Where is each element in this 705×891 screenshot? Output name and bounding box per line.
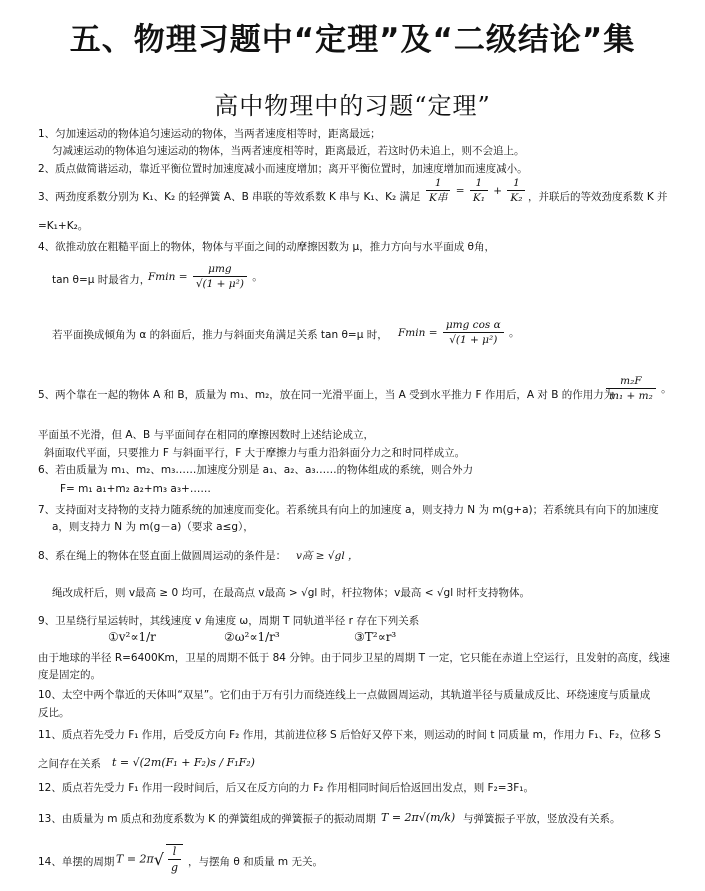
item-9-line-2: 由于地球的半径 R=6400Km，卫星的周期不低于 84 分钟。由于同步卫星的周期 T 一定，它只能在赤道上空运行，且发射的高度，线速	[38, 652, 670, 664]
fraction-numerator: μmg	[193, 262, 247, 277]
fraction-numerator: μmg cos α	[443, 318, 504, 333]
item-2: 2、质点做简谐运动，靠近平衡位置时加速度减小而速度增加；离开平衡位置时，加速度增加而速度减小。	[38, 163, 528, 175]
item-12: 12、质点若先受力 F₁ 作用一段时间后，后又在反方向的力 F₂ 作用相同时间后恰返回出发点，则 F₂=3F₁。	[38, 782, 535, 794]
item-4-line-1: 4、欲推动放在粗糙平面上的物体，物体与平面之间的动摩擦因数为 μ，推力方向与水平面成 θ角，	[38, 241, 495, 253]
item-9-line-1: 9、卫星绕行星运转时，其线速度 v 角速度 ω，周期 T 同轨道半径 r 存在下列关系	[38, 615, 420, 627]
item-11-formula: t = √(2m(F₁ + F₂)s / F₁F₂)	[112, 756, 255, 769]
fraction-denominator: √(1 + μ²)	[195, 278, 244, 290]
item-4-formula-2	[398, 318, 520, 348]
item-8-formula: v高 ≥ √gl ，	[296, 550, 359, 562]
item-11-line-1: 11、质点若先受力 F₁ 作用，后受反方向 F₂ 作用，其前进位移 S 后恰好又停下来，则运动的时间 t 同质量 m，作用力 F₁、F₂，位移 S	[38, 729, 661, 741]
item-6-line-1: 6、若由质量为 m₁、m₂、m₃……加速度分别是 a₁、a₂、a₃……的物体组成的系统，则合外力	[38, 464, 474, 476]
item-13-line-1-tail: 与弹簧振子平放，竖放没有关系。	[463, 813, 621, 825]
item-4-line-2: tan θ=μ 时最省力，	[52, 274, 151, 286]
fraction-numerator: l	[168, 845, 181, 860]
equals-sign: =	[455, 185, 465, 197]
fraction-denominator: g	[170, 861, 179, 874]
item-3-formula	[424, 176, 527, 206]
fraction-denominator: m₁ + m₂	[609, 390, 653, 402]
punctuation: 。	[661, 383, 672, 395]
item-9-relation-2: ②ω²∝1/r³	[224, 630, 280, 644]
section-title: 高中物理中的习题“定理”	[214, 92, 491, 120]
fraction-numerator: 1	[507, 176, 525, 191]
item-9-relation-1: ①v²∝1/r	[108, 630, 156, 644]
item-10-line-2: 反比。	[38, 707, 70, 719]
punctuation: 。	[252, 271, 263, 283]
fraction-numerator: m₂F	[606, 374, 656, 389]
plus-sign: +	[493, 185, 503, 197]
item-5-line-3: 斜面取代平面，只要推力 F 与斜面平行，F 大于摩擦力与重力沿斜面分力之和时同样成立。	[44, 447, 466, 459]
item-13-formula: T = 2π√(m/k)	[381, 811, 456, 824]
fraction-denominator: √(1 + μ²)	[449, 334, 498, 346]
fraction-numerator: 1	[426, 176, 450, 191]
item-5-line-2: 平面虽不光滑，但 A、B 与平面间存在相同的摩擦因数时上述结论成立，	[38, 429, 375, 441]
item-7-line-2: a，则支持力 N 为 m(g－a)（要求 a≤g），	[52, 521, 254, 533]
fraction-numerator: 1	[470, 176, 488, 191]
item-1-line-2: 匀减速运动的物体追匀速运动的物体，当两者速度相等时，距离最近，若这时仍未追上，则不会追上。	[52, 145, 525, 157]
formula-lhs: Fmin =	[398, 327, 438, 339]
item-13-line-1: 13、由质量为 m 质点和劲度系数为 K 的弹簧组成的弹簧振子的振动周期	[38, 813, 376, 825]
punctuation: 。	[509, 327, 520, 339]
sqrt-sign-icon: √	[153, 850, 164, 869]
item-14-formula	[116, 844, 185, 875]
item-3-line-2: =K₁+K₂。	[38, 220, 89, 232]
item-11-line-2: 之间存在关系	[38, 758, 101, 770]
formula-lhs: Fmin =	[148, 271, 188, 283]
item-1-line-1: 1、匀加速运动的物体追匀速运动的物体，当两者速度相等时，距离最远；	[38, 128, 381, 140]
item-7-line-1: 7、支持面对支持物的支持力随系统的加速度而变化。若系统具有向上的加速度 a，则支持力 N 为 m(g+a)；若系统具有向下的加速度	[38, 504, 659, 516]
item-4-line-3: 若平面换成倾角为 α 的斜面后，推力与斜面夹角满足关系 tan θ=μ 时，	[52, 329, 388, 341]
item-4-formula-1	[148, 262, 263, 292]
item-8-line-1: 8、系在绳上的物体在竖直面上做圆周运动的条件是：	[38, 550, 287, 562]
item-5-formula	[604, 374, 672, 404]
item-5-line-1: 5、两个靠在一起的物体 A 和 B，质量为 m₁、m₂，放在同一光滑平面上，当 A 受到水平推力 F 作用后，A 对 B 的作用力为	[38, 389, 615, 401]
item-3-line-1: 3、两劲度系数分别为 K₁、K₂ 的轻弹簧 A、B 串联的等效系数 K 串与 K₁、K₂ 满足	[38, 191, 421, 203]
item-3-line-1-tail: ，并联后的等效劲度系数 K 并	[528, 191, 668, 203]
item-14-line-1-tail: ，与摆角 θ 和质量 m 无关。	[188, 856, 324, 868]
fraction-denominator: K₁	[472, 192, 485, 204]
item-14-line-1: 14、单摆的周期	[38, 856, 115, 868]
item-9-relation-3: ③T²∝r³	[354, 630, 397, 644]
fraction-denominator: K串	[429, 192, 448, 204]
item-10-line-1: 10、太空中两个靠近的天体叫“双星”。它们由于万有引力而绕连线上一点做圆周运动，其轨道半径与质量成反比、环绕速度与质量成	[38, 689, 651, 701]
formula-lhs: T = 2π	[116, 852, 154, 866]
item-8-line-2: 绳改成杆后，则 v最高 ≥ 0 均可，在最高点 v最高 > √gl 时，杆拉物体；v最高 < √gl 时杆支持物体。	[52, 587, 530, 599]
item-9-line-3: 度是固定的。	[38, 669, 101, 681]
main-title: 五、物理习题中“定理”及“二级结论”集	[69, 22, 636, 58]
fraction-denominator: K₂	[510, 192, 523, 204]
item-6-line-2: F= m₁ a₁+m₂ a₂+m₃ a₃+……	[60, 483, 211, 495]
